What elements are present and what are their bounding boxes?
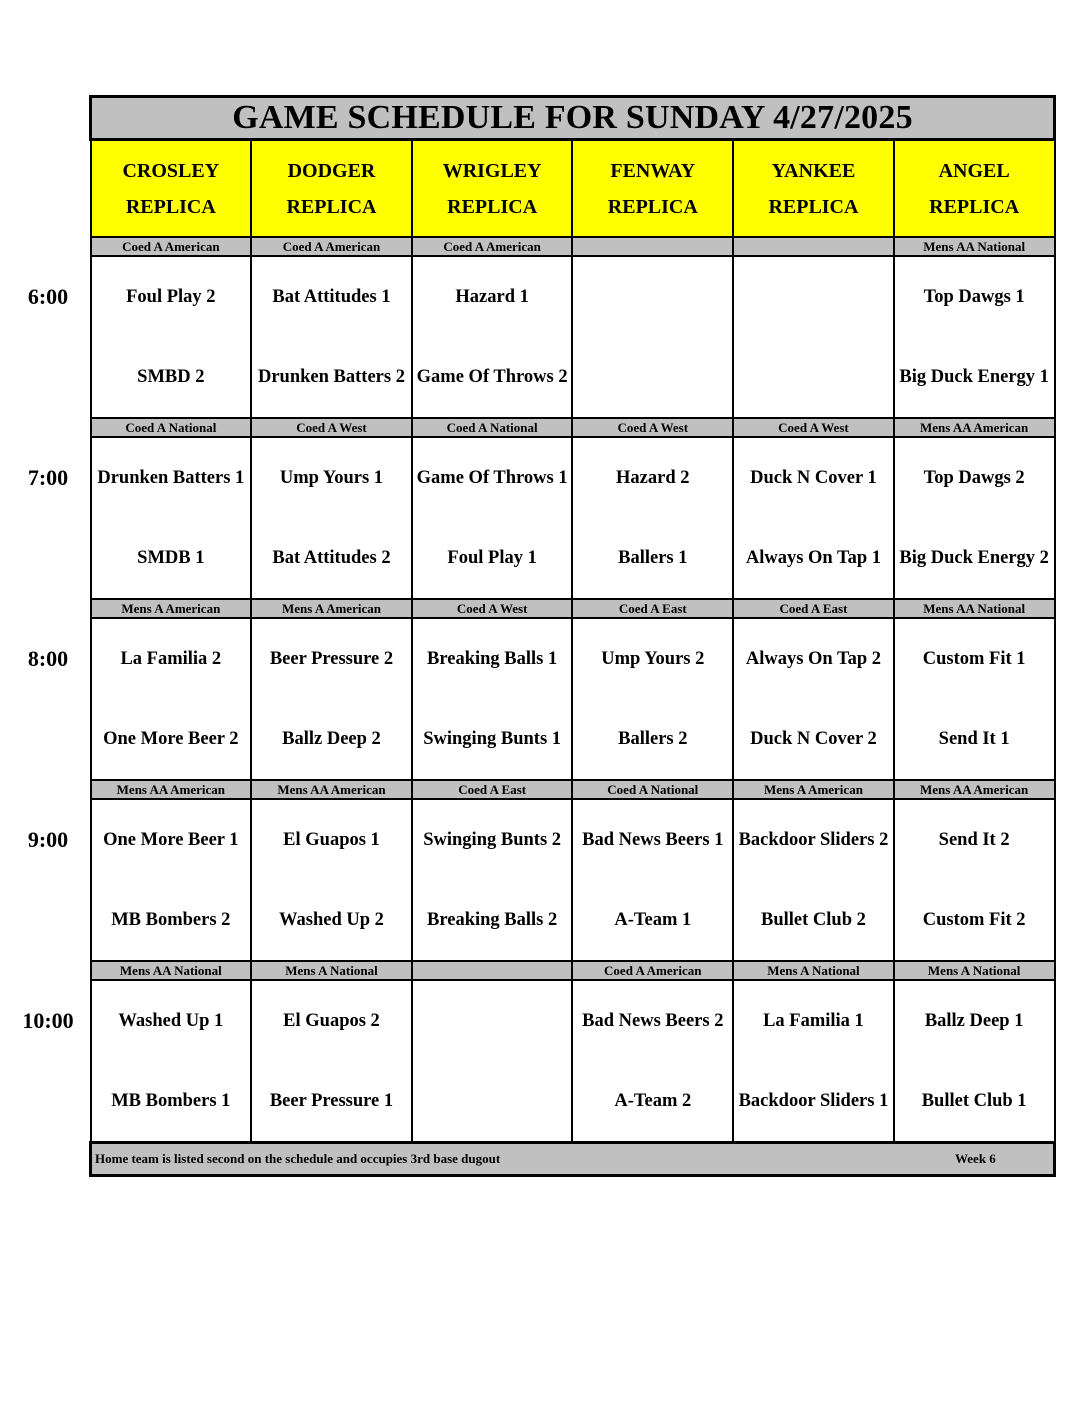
away-team-cell: Foul Play 2 [91,256,252,337]
division-label: Mens AA National [894,237,1055,256]
home-team-row [91,699,1055,780]
division-label: Coed A American [572,961,733,980]
home-team-row [91,880,1055,961]
division-label: Coed A National [91,418,252,437]
home-team-cell [733,337,894,418]
division-label: Mens AA National [91,961,252,980]
away-team-row [91,256,1055,337]
home-team-cell: Ballz Deep 2 [251,699,412,780]
division-label: Coed A National [412,418,573,437]
home-team-cell: Duck N Cover 2 [733,699,894,780]
home-team-cell: Beer Pressure 1 [251,1061,412,1143]
division-label: Mens A National [894,961,1055,980]
division-label: Mens AA National [894,599,1055,618]
home-team-cell [572,337,733,418]
away-team-cell: Hazard 1 [412,256,573,337]
away-team-cell: Breaking Balls 1 [412,618,573,699]
division-label: Coed A American [251,237,412,256]
time-label: 9:00 [27,826,69,852]
division-label: Coed A West [251,418,412,437]
away-team-cell: Top Dawgs 1 [894,256,1055,337]
home-team-cell: Always On Tap 1 [733,518,894,599]
home-team-cell: SMDB 1 [91,518,252,599]
home-team-cell: Foul Play 1 [412,518,573,599]
division-label: Coed A American [412,237,573,256]
home-team-cell: Custom Fit 2 [894,880,1055,961]
away-team-cell: Custom Fit 1 [894,618,1055,699]
division-label: Mens A National [251,961,412,980]
time-label: 6:00 [27,283,69,309]
division-row [91,237,1055,256]
home-team-cell: Big Duck Energy 1 [894,337,1055,418]
away-team-cell: Game Of Throws 1 [412,437,573,518]
home-team-cell: Bat Attitudes 2 [251,518,412,599]
division-label [412,961,573,980]
away-team-cell: Bat Attitudes 1 [251,256,412,337]
away-team-cell: Hazard 2 [572,437,733,518]
home-team-cell: MB Bombers 1 [91,1061,252,1143]
home-team-cell: A-Team 1 [572,880,733,961]
home-team-cell: Send It 1 [894,699,1055,780]
away-team-cell: La Familia 2 [91,618,252,699]
home-team-cell: Bullet Club 2 [733,880,894,961]
away-team-cell: El Guapos 2 [251,980,412,1061]
division-row [91,599,1055,618]
division-label: Mens AA American [91,780,252,799]
field-header [91,140,252,238]
field-subtitle: REPLICA [768,195,859,218]
away-team-cell: Bad News Beers 1 [572,799,733,880]
away-team-cell: La Familia 1 [733,980,894,1061]
field-header [894,140,1055,238]
away-team-cell: Backdoor Sliders 2 [733,799,894,880]
home-team-cell: Washed Up 2 [251,880,412,961]
field-subtitle: REPLICA [125,195,216,218]
away-team-cell: Duck N Cover 1 [733,437,894,518]
schedule-table [89,95,1056,1177]
field-name: WRIGLEY [442,159,542,182]
home-team-cell: MB Bombers 2 [91,880,252,961]
away-team-cell: Beer Pressure 2 [251,618,412,699]
away-team-row [91,437,1055,518]
division-label: Coed A East [733,599,894,618]
field-subtitle: REPLICA [447,195,538,218]
away-team-cell [733,256,894,337]
field-header [412,140,573,238]
time-label: 7:00 [27,464,69,490]
home-team-cell: SMBD 2 [91,337,252,418]
field-subtitle: REPLICA [607,195,698,218]
away-team-cell [572,256,733,337]
division-label: Coed A American [91,237,252,256]
home-team-cell: Breaking Balls 2 [412,880,573,961]
division-label [733,237,894,256]
home-team-row [91,337,1055,418]
away-team-cell: Send It 2 [894,799,1055,880]
home-team-cell: A-Team 2 [572,1061,733,1143]
home-team-cell: Game Of Throws 2 [412,337,573,418]
away-team-cell: Drunken Batters 1 [91,437,252,518]
away-team-row [91,799,1055,880]
division-label: Coed A East [572,599,733,618]
home-team-cell: One More Beer 2 [91,699,252,780]
away-team-row [91,980,1055,1061]
division-label: Mens AA American [894,780,1055,799]
division-label: Coed A National [572,780,733,799]
home-team-cell: Big Duck Energy 2 [894,518,1055,599]
division-label: Mens A American [251,599,412,618]
field-name: CROSLEY [122,159,220,182]
away-team-cell: Ump Yours 1 [251,437,412,518]
division-label: Mens A American [733,780,894,799]
division-label: Coed A West [412,599,573,618]
field-subtitle: REPLICA [286,195,377,218]
home-team-row [91,518,1055,599]
home-team-cell: Ballers 1 [572,518,733,599]
field-subtitle: REPLICA [929,195,1020,218]
home-team-cell: Swinging Bunts 1 [412,699,573,780]
division-label: Coed A East [412,780,573,799]
division-label [572,237,733,256]
division-label: Mens AA American [894,418,1055,437]
away-team-cell: Always On Tap 2 [733,618,894,699]
away-team-cell: Swinging Bunts 2 [412,799,573,880]
division-row [91,961,1055,980]
away-team-row [91,618,1055,699]
field-name: FENWAY [610,159,696,182]
footer-cell [91,1143,1055,1176]
division-row [91,780,1055,799]
division-label: Coed A West [572,418,733,437]
away-team-cell: Ump Yours 2 [572,618,733,699]
footer-note: Home team is listed second on the schedule and occupies 3rd base dugout [95,1151,501,1166]
field-header [251,140,412,238]
field-name: YANKEE [771,159,856,182]
away-team-cell: One More Beer 1 [91,799,252,880]
division-row [91,418,1055,437]
away-team-cell: Ballz Deep 1 [894,980,1055,1061]
away-team-cell: Washed Up 1 [91,980,252,1061]
field-header [733,140,894,238]
home-team-cell [412,1061,573,1143]
time-label: 10:00 [22,1007,74,1033]
week-label: Week 6 [955,1151,996,1166]
away-team-cell: Top Dawgs 2 [894,437,1055,518]
division-label: Mens A American [91,599,252,618]
field-name: ANGEL [938,159,1010,182]
away-team-cell: Bad News Beers 2 [572,980,733,1061]
home-team-cell: Ballers 2 [572,699,733,780]
home-team-cell: Bullet Club 1 [894,1061,1055,1143]
home-team-cell: Drunken Batters 2 [251,337,412,418]
time-label: 8:00 [27,645,69,671]
division-label: Coed A West [733,418,894,437]
away-team-cell [412,980,573,1061]
field-header [572,140,733,238]
title-row [91,97,1055,140]
division-label: Mens A National [733,961,894,980]
away-team-cell: El Guapos 1 [251,799,412,880]
field-header-row [91,140,1055,238]
field-name: DODGER [287,159,376,182]
footer-row [91,1143,1055,1176]
schedule-title: GAME SCHEDULE FOR SUNDAY 4/27/2025 [91,97,1055,140]
division-label: Mens AA American [251,780,412,799]
home-team-row [91,1061,1055,1143]
home-team-cell: Backdoor Sliders 1 [733,1061,894,1143]
